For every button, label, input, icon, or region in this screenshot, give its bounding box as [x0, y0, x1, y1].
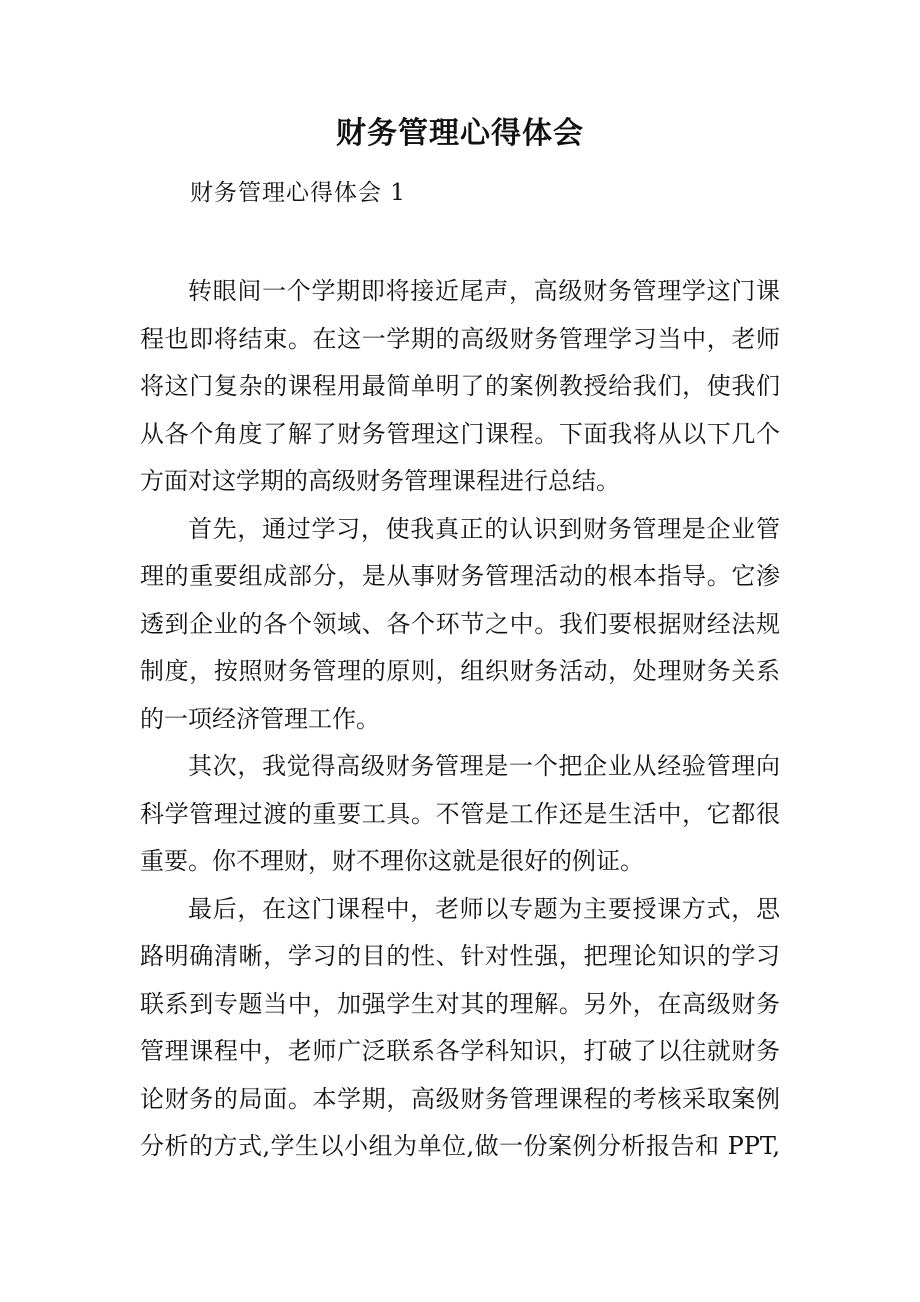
paragraph — [140, 268, 780, 506]
document-title: 财务管理心得体会 — [336, 116, 584, 151]
text-line: 程也即将结束。在这一学期的高级财务管理学习当中，老师 — [140, 324, 780, 353]
text-line: 方面对这学期的高级财务管理课程进行总结。 — [140, 467, 620, 495]
text-line: 科学管理过渡的重要工具。不管是工作还是生活中，它都很 — [140, 799, 780, 828]
text-line: 的一项经济管理工作。 — [140, 704, 380, 733]
paragraph — [140, 886, 780, 1171]
text-line: 管理课程中，老师广泛联系各学科知识，打破了以往就财务 — [140, 1037, 780, 1065]
text-line: 重要。你不理财，财不理你这就是很好的例证。 — [140, 847, 644, 875]
text-line: 透到企业的各个领域、各个环节之中。我们要根据财经法规 — [140, 609, 780, 638]
text-line: 分析的方式,学生以小组为单位,做一份案例分析报告和 PPT, — [140, 1132, 780, 1160]
document-body — [140, 268, 780, 1171]
paragraph — [140, 743, 780, 886]
paragraph — [140, 506, 780, 744]
text-line: 论财务的局面。本学期，高级财务管理课程的考核采取案例 — [140, 1084, 780, 1113]
text-line: 转眼间一个学期即将接近尾声，高级财务管理学这门课 — [188, 277, 780, 305]
text-line: 首先，通过学习，使我真正的认识到财务管理是企业管 — [188, 514, 780, 543]
text-line: 最后，在这门课程中，老师以专题为主要授课方式，思 — [188, 894, 780, 923]
text-line: 理的重要组成部分，是从事财务管理活动的根本指导。它渗 — [140, 562, 780, 590]
text-line: 从各个角度了解了财务管理这门课程。下面我将从以下几个 — [140, 419, 780, 448]
text-line: 将这门复杂的课程用最简单明了的案例教授给我们，使我们 — [140, 372, 780, 400]
document-subtitle: 财务管理心得体会 1 — [190, 180, 406, 206]
text-line: 联系到专题当中，加强学生对其的理解。另外，在高级财务 — [140, 989, 780, 1018]
text-line: 其次，我觉得高级财务管理是一个把企业从经验管理向 — [188, 752, 780, 780]
text-line: 路明确清晰，学习的目的性、针对性强，把理论知识的学习 — [140, 942, 780, 970]
text-line: 制度，按照财务管理的原则，组织财务活动，处理财务关系 — [140, 657, 780, 685]
